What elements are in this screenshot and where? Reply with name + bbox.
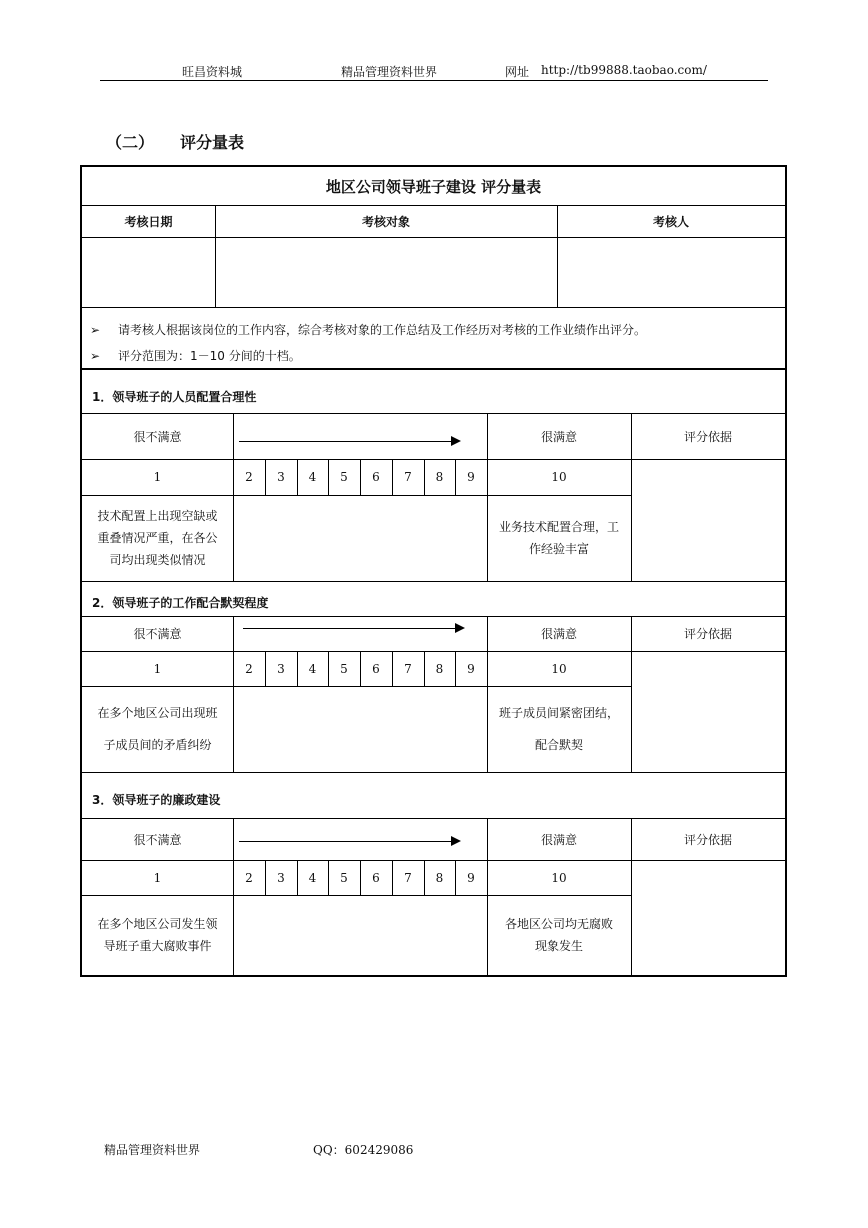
- scale-low-label: 很不满意: [133, 429, 182, 444]
- high-description-line: 现象发生: [534, 939, 583, 953]
- section-title-text: 评分量表: [180, 133, 245, 152]
- high-description-line: 各地区公司均无腐败: [504, 917, 613, 931]
- high-description-line: 班子成员间紧密团结，: [498, 706, 619, 720]
- header-site-url[interactable]: http://tb99888.taobao.com/: [541, 63, 707, 77]
- score-8[interactable]: 8: [435, 470, 444, 484]
- section-heading-2: 2．领导班子的工作配合默契程度: [92, 596, 269, 610]
- scale-high-label: 很满意: [540, 832, 577, 847]
- divider: [328, 860, 329, 895]
- score-7[interactable]: 7: [404, 470, 412, 484]
- divider: [424, 651, 425, 686]
- score-2[interactable]: 2: [245, 661, 253, 676]
- low-description: [82, 895, 233, 975]
- divider: [455, 651, 456, 686]
- divider: [392, 651, 393, 686]
- score-9[interactable]: 9: [467, 870, 475, 885]
- basis-label: 评分依据: [683, 429, 732, 444]
- table-title: 地区公司领导班子建设 评分量表: [325, 177, 542, 196]
- high-description-line: 配合默契: [534, 738, 583, 752]
- low-description-line: 导班子重大腐败事件: [103, 939, 212, 953]
- divider: [233, 413, 234, 581]
- score-2[interactable]: 2: [245, 870, 253, 885]
- section-title: [106, 130, 244, 153]
- score-1[interactable]: 1: [153, 661, 162, 676]
- low-description-line: 在多个地区公司出现班: [97, 706, 218, 720]
- score-4[interactable]: 4: [308, 870, 317, 885]
- divider: [631, 616, 632, 772]
- high-description: [487, 686, 631, 772]
- divider: [297, 651, 298, 686]
- score-10[interactable]: 10: [551, 870, 567, 885]
- low-description-line: 重叠情况严重，在各公: [97, 531, 218, 545]
- low-description-line: 子成员间的矛盾纠纷: [103, 738, 212, 752]
- arrow-right-icon: [239, 441, 459, 442]
- high-description: [487, 495, 631, 581]
- score-10[interactable]: 10: [551, 470, 567, 484]
- low-description-line: 在多个地区公司发生领: [97, 917, 218, 931]
- col-target-header: 考核对象: [361, 214, 410, 229]
- score-2[interactable]: 2: [245, 470, 253, 484]
- score-5[interactable]: 5: [340, 870, 348, 885]
- assessor-value-cell[interactable]: [558, 238, 785, 307]
- score-8[interactable]: 8: [435, 661, 444, 676]
- divider: [487, 616, 488, 772]
- high-description-line: 业务技术配置合理，工: [498, 520, 619, 534]
- score-4[interactable]: 4: [308, 470, 317, 484]
- divider: [265, 651, 266, 686]
- score-1[interactable]: 1: [153, 470, 162, 484]
- score-1[interactable]: 1: [153, 870, 162, 885]
- score-8[interactable]: 8: [435, 870, 444, 885]
- high-description-line: 作经验丰富: [528, 542, 589, 556]
- divider: [233, 616, 234, 772]
- section-number: （二）: [106, 133, 155, 152]
- divider: [392, 459, 393, 495]
- divider: [424, 459, 425, 495]
- arrow-right-icon: [243, 628, 463, 629]
- divider: [82, 368, 785, 370]
- divider: [233, 818, 234, 975]
- low-description: [82, 686, 233, 772]
- divider: [455, 860, 456, 895]
- divider: [265, 860, 266, 895]
- score-7[interactable]: 7: [404, 661, 412, 676]
- divider: [328, 459, 329, 495]
- score-7[interactable]: 7: [404, 870, 412, 885]
- date-value-cell[interactable]: [82, 238, 215, 307]
- score-5[interactable]: 5: [340, 661, 348, 676]
- low-description: [82, 495, 233, 581]
- divider: [82, 307, 785, 308]
- instruction-note-2: [90, 347, 301, 364]
- score-9[interactable]: 9: [467, 661, 475, 676]
- divider: [297, 860, 298, 895]
- divider: [424, 860, 425, 895]
- header-site-label: 网址: [505, 65, 530, 79]
- score-3[interactable]: 3: [277, 661, 285, 676]
- section-heading-1: 1．领导班子的人员配置合理性: [92, 390, 257, 404]
- divider: [297, 459, 298, 495]
- divider: [328, 651, 329, 686]
- score-6[interactable]: 6: [372, 870, 380, 885]
- basis-input-cell[interactable]: [631, 860, 785, 975]
- scale-low-label: 很不满意: [133, 832, 182, 847]
- footer-brand: 精品管理资料世界: [104, 1143, 201, 1157]
- bullet-icon: ➢: [90, 349, 101, 363]
- score-6[interactable]: 6: [372, 661, 380, 676]
- basis-input-cell[interactable]: [631, 459, 785, 581]
- header-brand: 精品管理资料世界: [341, 65, 438, 79]
- col-date-header: 考核日期: [124, 214, 173, 229]
- divider: [360, 651, 361, 686]
- target-value-cell[interactable]: [216, 238, 557, 307]
- basis-label: 评分依据: [683, 627, 732, 641]
- arrow-right-icon: [239, 841, 459, 842]
- low-description-line: 技术配置上出现空缺或: [97, 509, 218, 523]
- header-divider: [100, 80, 768, 81]
- divider: [82, 772, 785, 773]
- score-3[interactable]: 3: [277, 470, 285, 484]
- divider: [487, 413, 488, 581]
- divider: [631, 818, 632, 975]
- low-description-line: 司均出现类似情况: [109, 553, 206, 567]
- score-9[interactable]: 9: [467, 470, 475, 484]
- score-6[interactable]: 6: [372, 470, 380, 484]
- divider: [631, 413, 632, 581]
- divider: [360, 459, 361, 495]
- note-text: 请考核人根据该岗位的工作内容，综合考核对象的工作总结及工作经历对考核的工作业绩作出评分。: [118, 323, 647, 337]
- note-text: 评分范围为：1－10 分间的十档。: [118, 349, 301, 363]
- section-heading-3: 3．领导班子的廉政建设: [92, 793, 221, 807]
- score-3[interactable]: 3: [277, 870, 285, 885]
- footer-qq: QQ：602429086: [313, 1143, 414, 1157]
- scale-low-label: 很不满意: [133, 627, 182, 641]
- col-assessor-header: 考核人: [652, 214, 689, 229]
- divider: [360, 860, 361, 895]
- score-4[interactable]: 4: [308, 661, 317, 676]
- bullet-icon: ➢: [90, 323, 101, 337]
- basis-label: 评分依据: [683, 832, 732, 847]
- score-10[interactable]: 10: [551, 661, 567, 676]
- basis-input-cell[interactable]: [631, 651, 785, 772]
- scale-high-label: 很满意: [540, 429, 577, 444]
- divider: [82, 581, 785, 582]
- rating-scale-table: [80, 165, 787, 977]
- divider: [392, 860, 393, 895]
- divider: [455, 459, 456, 495]
- scale-high-label: 很满意: [540, 627, 577, 641]
- score-5[interactable]: 5: [340, 470, 348, 484]
- high-description: [487, 895, 631, 975]
- divider: [487, 818, 488, 975]
- divider: [265, 459, 266, 495]
- instruction-note-1: [90, 321, 646, 338]
- header-store: 旺昌资料城: [182, 65, 243, 79]
